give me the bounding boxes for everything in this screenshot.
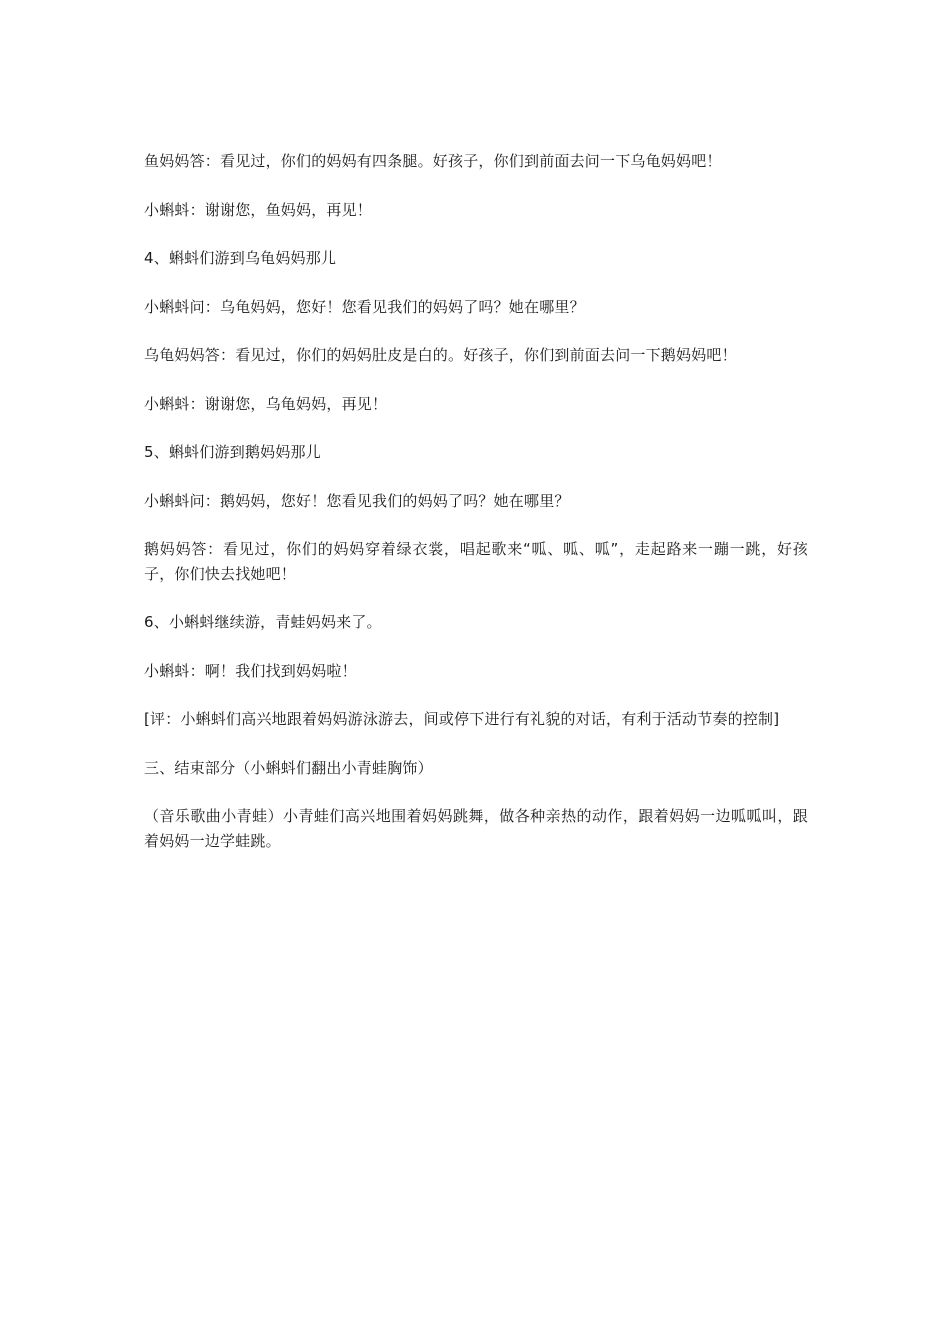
section-heading-6: 6、小蝌蚪继续游，青蛙妈妈来了。 — [144, 613, 382, 631]
document-body — [144, 149, 808, 877]
section-heading-5: 5、蝌蚪们游到鹅妈妈那儿 — [144, 443, 321, 461]
paragraph-tadpole-ask-goose: 小蝌蚪问：鹅妈妈，您好！您看见我们的妈妈了吗？她在哪里？ — [144, 491, 570, 510]
section-heading-ending: 三、结束部分（小蝌蚪们翻出小青蛙胸饰） — [144, 758, 433, 777]
paragraph-tadpole-thanks-fish: 小蝌蚪：谢谢您，鱼妈妈，再见！ — [144, 200, 373, 219]
paragraph-goose-mother-answer: 鹅妈妈答：看见过，你们的妈妈穿着绿衣裳，唱起歌来“呱、呱、呱”，走起路来一蹦一跳，好孩子，你们快去找她吧！ — [144, 540, 808, 583]
paragraph-tadpole-ask-turtle: 小蝌蚪问：乌龟妈妈，您好！您看见我们的妈妈了吗？她在哪里？ — [144, 297, 585, 316]
paragraph-tadpole-thanks-turtle: 小蝌蚪：谢谢您，乌龟妈妈，再见！ — [144, 394, 388, 413]
section-heading-4: 4、蝌蚪们游到乌龟妈妈那儿 — [144, 249, 337, 267]
paragraph-fish-mother-answer: 鱼妈妈答：看见过，你们的妈妈有四条腿。好孩子，你们到前面去问一下乌龟妈妈吧！ — [144, 152, 722, 170]
paragraph-comment: [评：小蝌蚪们高兴地跟着妈妈游泳游去，间或停下进行有礼貌的对话，有利于活动节奏的控制] — [144, 710, 780, 728]
paragraph-ending-activity: （音乐歌曲小青蛙）小青蛙们高兴地围着妈妈跳舞，做各种亲热的动作，跟着妈妈一边呱呱叫，跟着妈妈一边学蛙跳。 — [144, 807, 808, 850]
paragraph-tadpole-found-mother: 小蝌蚪：啊！我们找到妈妈啦！ — [144, 661, 357, 680]
paragraph-turtle-mother-answer: 乌龟妈妈答：看见过，你们的妈妈肚皮是白的。好孩子，你们到前面去问一下鹅妈妈吧！ — [144, 346, 737, 364]
